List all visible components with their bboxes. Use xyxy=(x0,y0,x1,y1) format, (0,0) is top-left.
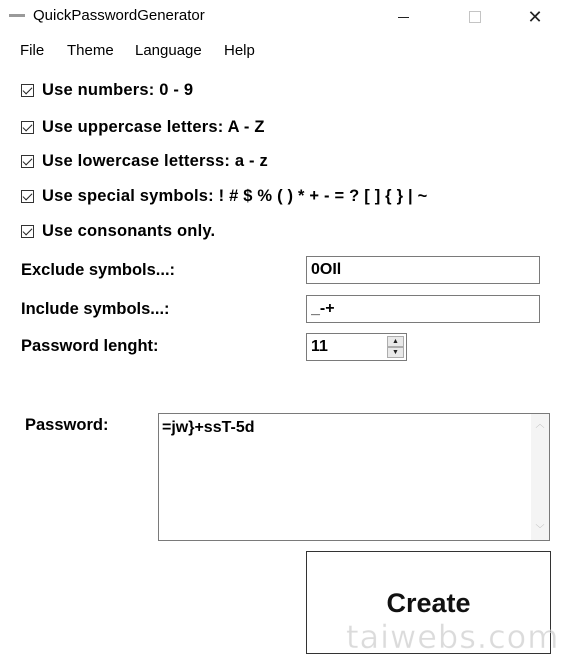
window-title: QuickPasswordGenerator xyxy=(33,7,205,24)
checkbox-consonants[interactable] xyxy=(21,225,34,238)
minimize-button[interactable] xyxy=(380,0,426,34)
option-special-label: Use special symbols: ! # $ % ( ) * + - = ? [ ] { } | ~ xyxy=(42,186,428,205)
scroll-down-icon[interactable]: ﹀ xyxy=(535,524,545,534)
password-length-input[interactable] xyxy=(307,334,391,360)
option-consonants-label: Use consonants only. xyxy=(42,221,216,240)
maximize-button[interactable] xyxy=(452,0,498,34)
exclude-symbols-label: Exclude symbols...: xyxy=(21,261,176,279)
menu-bar xyxy=(0,36,563,64)
exclude-symbols-input[interactable] xyxy=(306,256,540,284)
option-lowercase-label: Use lowercase letterss: a - z xyxy=(42,151,268,170)
include-symbols-input[interactable] xyxy=(306,295,540,323)
checkbox-uppercase[interactable] xyxy=(21,121,34,134)
password-length-label: Password lenght: xyxy=(21,337,159,355)
option-special[interactable] xyxy=(21,185,427,207)
stepper-buttons xyxy=(387,336,404,358)
checkbox-special[interactable] xyxy=(21,190,34,203)
watermark: taiwebs.com xyxy=(346,618,560,656)
option-uppercase-label: Use uppercase letters: A - Z xyxy=(42,117,265,136)
app-icon xyxy=(9,14,25,17)
password-scrollbar[interactable] xyxy=(531,414,549,540)
stepper-down-icon[interactable]: ▼ xyxy=(387,347,404,358)
close-icon: ✕ xyxy=(527,7,543,27)
menu-theme[interactable]: Theme xyxy=(67,42,114,59)
scroll-up-icon[interactable]: ︿ xyxy=(535,419,545,429)
create-button-label: Create xyxy=(386,588,471,618)
menu-help[interactable]: Help xyxy=(224,42,255,59)
option-lowercase[interactable] xyxy=(21,150,268,172)
option-consonants[interactable] xyxy=(21,220,215,242)
menu-language[interactable]: Language xyxy=(135,42,202,59)
option-numbers-label: Use numbers: 0 - 9 xyxy=(42,80,194,99)
option-uppercase[interactable] xyxy=(21,116,265,138)
title-bar xyxy=(0,0,563,34)
close-button[interactable] xyxy=(512,0,558,34)
checkbox-lowercase[interactable] xyxy=(21,155,34,168)
password-output[interactable] xyxy=(158,413,550,541)
include-symbols-label: Include symbols...: xyxy=(21,300,170,318)
password-length-stepper[interactable] xyxy=(306,333,407,361)
option-numbers[interactable] xyxy=(21,79,193,101)
password-value: =jw}+ssT-5d xyxy=(162,419,255,436)
checkbox-numbers[interactable] xyxy=(21,84,34,97)
stepper-up-icon[interactable]: ▲ xyxy=(387,336,404,347)
maximize-icon xyxy=(469,11,481,23)
menu-file[interactable]: File xyxy=(20,42,45,59)
minimize-icon xyxy=(398,17,409,18)
password-label: Password: xyxy=(25,416,109,434)
